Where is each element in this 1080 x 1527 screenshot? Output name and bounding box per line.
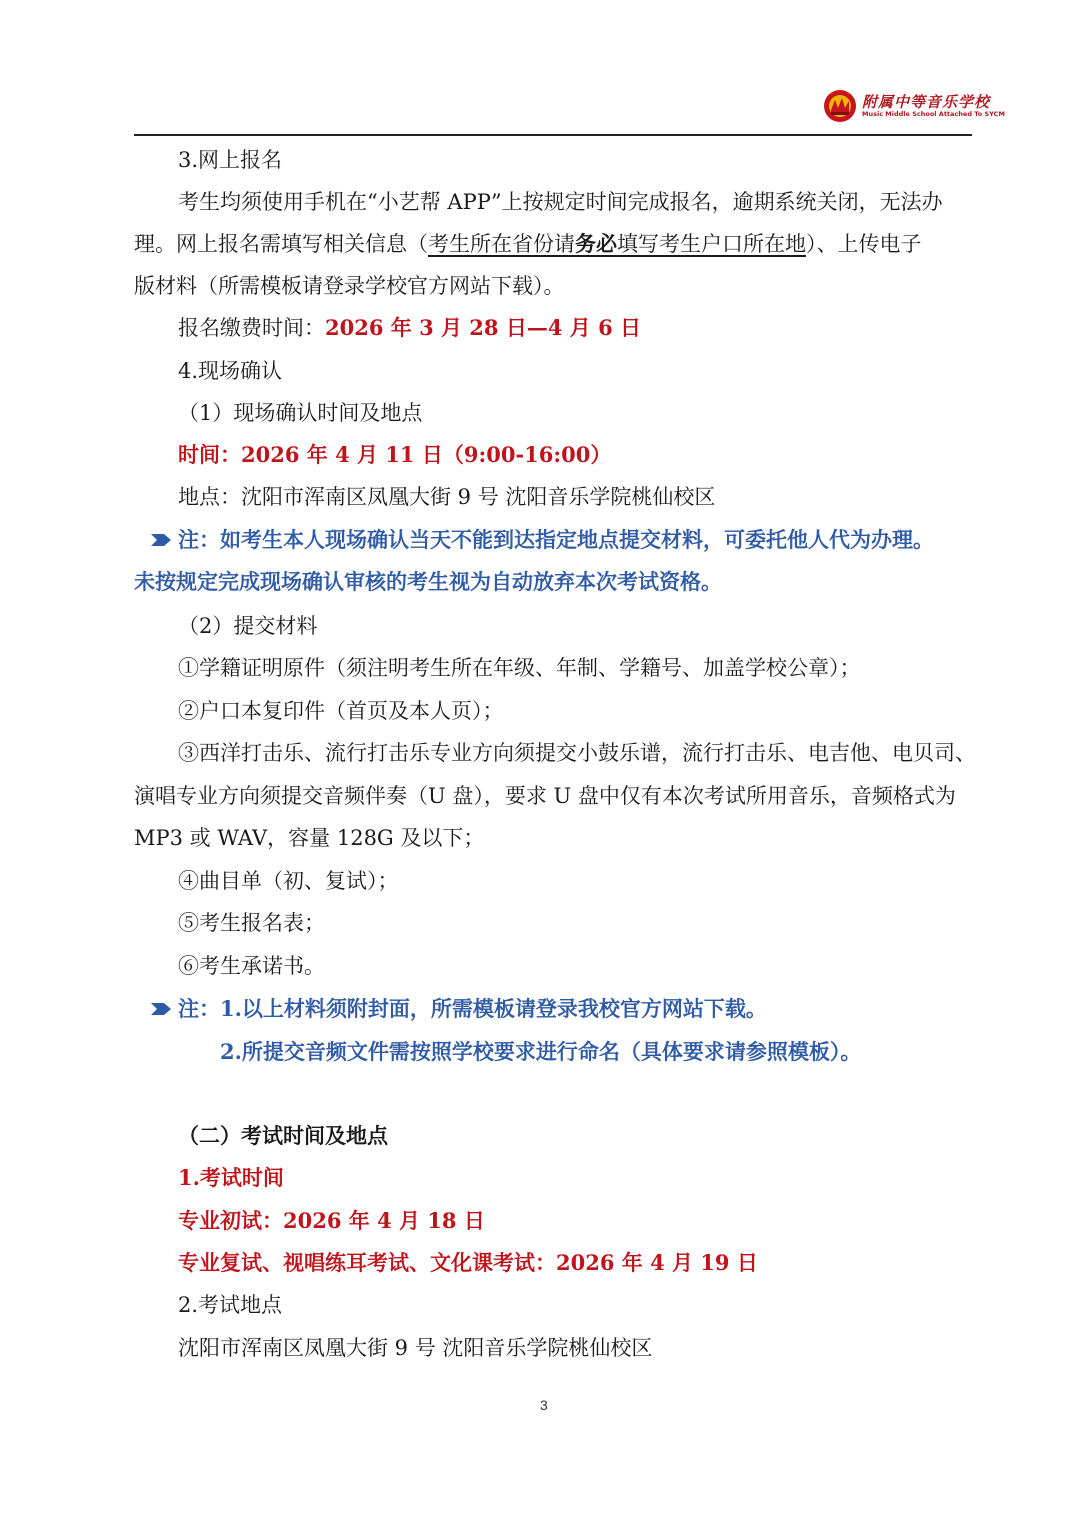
logo-subtitle: Music Middle School Attached To SYCM [862,110,1005,118]
confirmation-place: 地点：沈阳市浑南区凤凰大街 9 号 沈阳音乐学院桃仙校区 [178,485,716,509]
note-line [150,525,934,555]
logo-title: 附属中等音乐学校 [862,93,991,111]
list-item-continuation: MP3 或 WAV，容量 128G 及以下； [134,826,485,850]
note-text: 注：1.以上材料须附封面，所需模板请登录我校官方网站下载。 [178,996,767,1021]
list-item-continuation: 演唱专业方向须提交音频伴奏（U 盘），要求 U 盘中仅有本次考试所用音乐，音频格式为 [134,784,956,808]
list-item: ①学籍证明原件（须注明考生所在年级、年制、学籍号、加盖学校公章）； [178,656,861,680]
page-number: 3 [540,1397,548,1413]
fee-time-value: 2026 年 3 月 28 日—4 月 6 日 [325,315,641,340]
exam-place: 沈阳市浑南区凤凰大街 9 号 沈阳音乐学院桃仙校区 [178,1336,653,1360]
note-line: 未按规定完成现场确认审核的考生视为自动放弃本次考试资格。 [134,569,722,594]
heading-exam-time-place: （二）考试时间及地点 [178,1123,388,1148]
school-logo [822,88,1005,124]
arrow-bullet-icon [150,531,172,549]
heading-online-registration: 3.网上报名 [178,148,283,172]
final-exam-date: 专业复试、视唱练耳考试、文化课考试：2026 年 4 月 19 日 [178,1250,758,1275]
text-span: 理。网上报名需填写相关信息（ [134,232,428,256]
school-emblem-icon [822,88,858,124]
list-item: ⑥考生承诺书。 [178,954,325,978]
underlined-text: 填写考生户口所在地 [617,232,806,256]
header-divider [134,134,972,136]
list-item: ⑤考生报名表； [178,911,325,935]
subheading: （2）提交材料 [178,614,318,638]
preliminary-exam-date: 专业初试：2026 年 4 月 18 日 [178,1208,485,1233]
confirmation-time: 时间：2026 年 4 月 11 日（9:00-16:00） [178,442,612,467]
list-item: ③西洋打击乐、流行打击乐专业方向须提交小鼓乐谱，流行打击乐、电吉他、电贝司、 [178,741,976,765]
text-span: ）、上传电子 [806,232,922,256]
fee-time-line [178,313,641,343]
arrow-bullet-icon [150,1000,172,1018]
subheading: （1）现场确认时间及地点 [178,401,423,425]
underlined-bold-text: 务必 [575,231,617,256]
list-item: ②户口本复印件（首页及本人页）； [178,699,504,723]
heading-onsite-confirmation: 4.现场确认 [178,359,283,383]
note-line [150,994,767,1024]
note-text: 注：如考生本人现场确认当天不能到达指定地点提交材料，可委托他人代为办理。 [178,527,934,552]
fee-time-label: 报名缴费时间： [178,316,325,340]
paragraph-line [134,229,922,259]
note-line: 2.所提交音频文件需按照学校要求进行命名（具体要求请参照模板）。 [220,1039,862,1064]
underlined-text: 考生所在省份请 [428,232,575,256]
exam-time-heading: 1.考试时间 [178,1165,284,1190]
paragraph-line: 考生均须使用手机在“小艺帮 APP”上按规定时间完成报名，逾期系统关闭，无法办 [178,190,943,214]
list-item: ④曲目单（初、复试）； [178,869,399,893]
exam-place-heading: 2.考试地点 [178,1293,283,1317]
paragraph-line: 版材料（所需模板请登录学校官方网站下载）。 [134,274,565,298]
